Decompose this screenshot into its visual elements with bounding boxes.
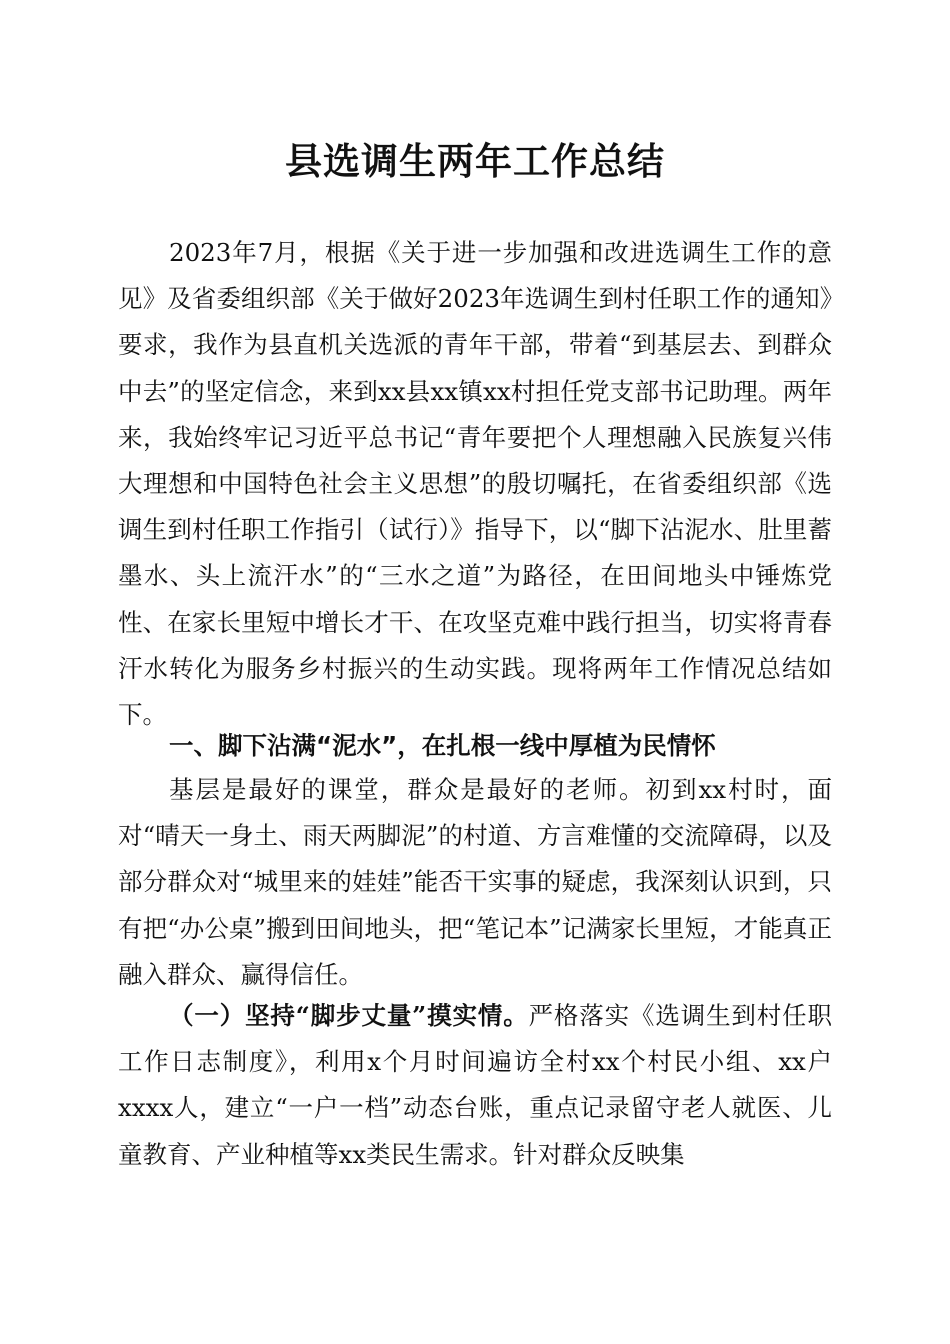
- subsection-heading-1: （一）坚持“脚步丈量”摸实情。: [169, 1001, 529, 1030]
- section-heading-1: 一、脚下沾满“泥水”，在扎根一线中厚植为民情怀: [169, 731, 716, 760]
- section-1-paragraph: 基层是最好的课堂，群众是最好的老师。初到xx村时，面对“晴天一身土、雨天两脚泥”的村道、方言难懂的交流障碍，以及部分群众对“城里来的娃娃”能否干实事的疑虑，我深刻认识到，只有把“办公桌”搬到田间地头，把“笔记本”记满家长里短，才能真正融入群众、赢得信任。: [118, 775, 832, 989]
- document-title: 县选调生两年工作总结: [285, 139, 665, 183]
- subsection-1-paragraph: [118, 993, 832, 1178]
- subsection-1-text: 严格落实《选调生到村任职工作日志制度》，利用x个月时间遍访全村xx个村民小组、xx户xxxx人，建立“一户一档”动态台账，重点记录留守老人就医、儿童教育、产业种植等xx类民生需求。针对群众反映集: [118, 1001, 833, 1169]
- intro-paragraph: 2023年7月，根据《关于进一步加强和改进选调生工作的意见》及省委组织部《关于做好2023年选调生到村任职工作的通知》要求，我作为县直机关选派的青年干部，带着“到基层去、到群众中去”的坚定信念，来到xx县xx镇xx村担任党支部书记助理。两年来，我始终牢记习近平总书记“青年要把个人理想融入民族复兴伟大理想和中国特色社会主义思想”的殷切嘱托，在省委组织部《选调生到村任职工作指引（试行）》指导下，以“脚下沾泥水、肚里蓄墨水、头上流汗水”的“三水之道”为路径，在田间地头中锤炼党性、在家长里短中增长才干、在攻坚克难中践行担当，切实将青春汗水转化为服务乡村振兴的生动实践。现将两年工作情况总结如下。: [118, 238, 832, 730]
